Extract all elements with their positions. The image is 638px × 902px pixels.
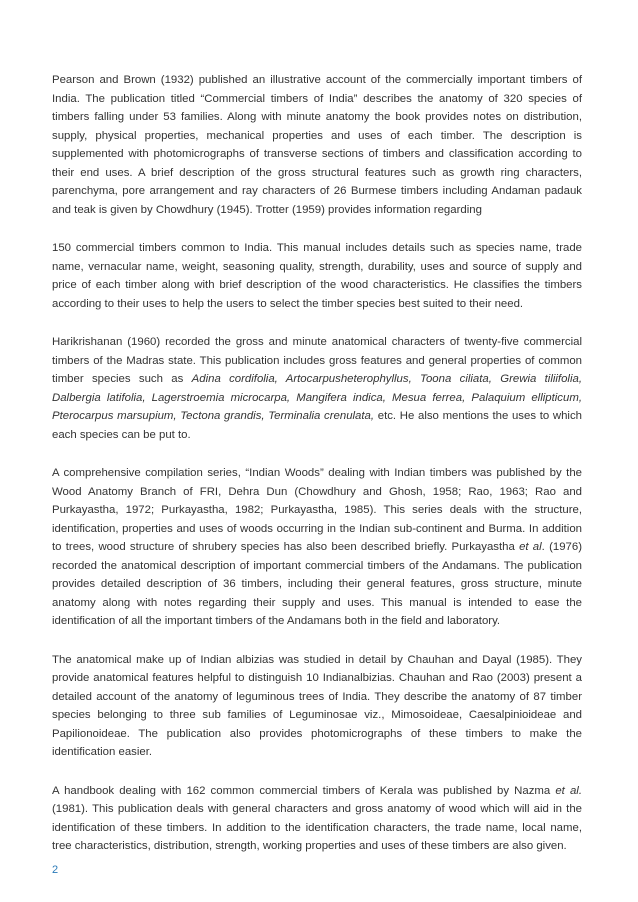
text-run: The anatomical make up of Indian albizias was studied in detail by Chauhan and Dayal (1985). They provide anatomical features helpful to distinguish 10 Indianalbizias. Chauhan and Rao (2003) present a detailed account of the anatomy of leguminous trees of India. They describe the anatomy of 87 timber species belonging to three sub families of Leguminosae viz., Mimosoideae, Caesalpinioideae and Papilionoideae. The publication also provides photomicrographs of these timbers to make the identification easier. (52, 653, 582, 758)
et-al-italic: et al. (555, 784, 582, 797)
text-run: A handbook dealing with 162 common commercial timbers of Kerala was published by Nazma (52, 784, 556, 797)
body-text (52, 71, 582, 876)
paragraph (52, 239, 582, 313)
text-run: . (1976) recorded the anatomical description of important commercial timbers of the Andamans. The publication provides detailed description of 36 timbers, including their general features, gross structure, minute anatomy along with notes regarding their supply and uses. This manual is intended to ease the identification of all the important timbers of the Andamans both in the field and laboratory. (52, 541, 582, 627)
text-run: A comprehensive compilation series, “Indian Woods” dealing with Indian timbers was published by the Wood Anatomy Branch of FRI, Dehra Dun (Chowdhury and Ghosh, 1958; Rao, 1963; Rao and Purkayastha, 1972; Purkayastha, 1982; Purkayastha, 1985). This series deals with the structure, identification, properties and uses of woods occurring in the Indian sub-continent and Burma. In addition to trees, wood structure of shrubery species has also been described briefly. Purkayastha (52, 467, 582, 553)
text-run: Harikrishanan (1960) recorded the gross and minute anatomical characters of twenty-five commercial timbers of the Madras state. This publication includes gross features and general properties of common timber species such as (52, 336, 582, 385)
text-run: (1981). This publication deals with general characters and gross anatomy of wood which will aid in the identification of these timbers. In addition to the identification characters, the trade name, local name, tree characteristics, distribution, strength, working properties and uses of these timbers are also given. (52, 803, 582, 852)
paragraph (52, 651, 582, 762)
text-run: Pearson and Brown (1932) published an illustrative account of the commercially important timbers of India. The publication titled “Commercial timbers of India” describes the anatomy of 320 species of timbers falling under 53 families. Along with minute anatomy the book provides notes on distribution, supply, physical properties, mechanical properties and uses of each timber. The description is supplemented with photomicrographs of transverse sections of timbers and classification according to their end uses. A brief description of the gross structural features such as growth ring characters, parenchyma, pore arrangement and ray characters of 26 Burmese timbers including Andaman padauk and teak is given by Chowdhury (1945). Trotter (1959) provides information regarding (52, 74, 582, 216)
text-run: etc. He also mentions the uses to which each species can be put to. (52, 410, 582, 441)
et-al-italic: et al (519, 541, 542, 553)
page-number: 2 (52, 864, 59, 876)
paragraph (52, 464, 582, 631)
paragraph (52, 71, 582, 219)
text-run: 150 commercial timbers common to India. This manual includes details such as species name, trade name, vernacular name, weight, seasoning quality, strength, durability, uses and source of supply and price of each timber along with brief description of the wood characteristics. He classifies the timbers according to their uses to help the users to select the timber species best suited to their need. (52, 242, 582, 310)
paragraph (52, 333, 582, 444)
paragraph (52, 782, 582, 856)
species-list-italic: Adina cordifolia, Artocarpusheterophyllus, Toona ciliata, Grewia tiliifolia, Dalbergia latifolia, Lagerstroemia microcarpa, Mangifera indica, Mesua ferrea, Palaquium ellipticum, Pterocarpus marsupium, Tectona grandis, Terminalia crenulata, (52, 373, 582, 422)
